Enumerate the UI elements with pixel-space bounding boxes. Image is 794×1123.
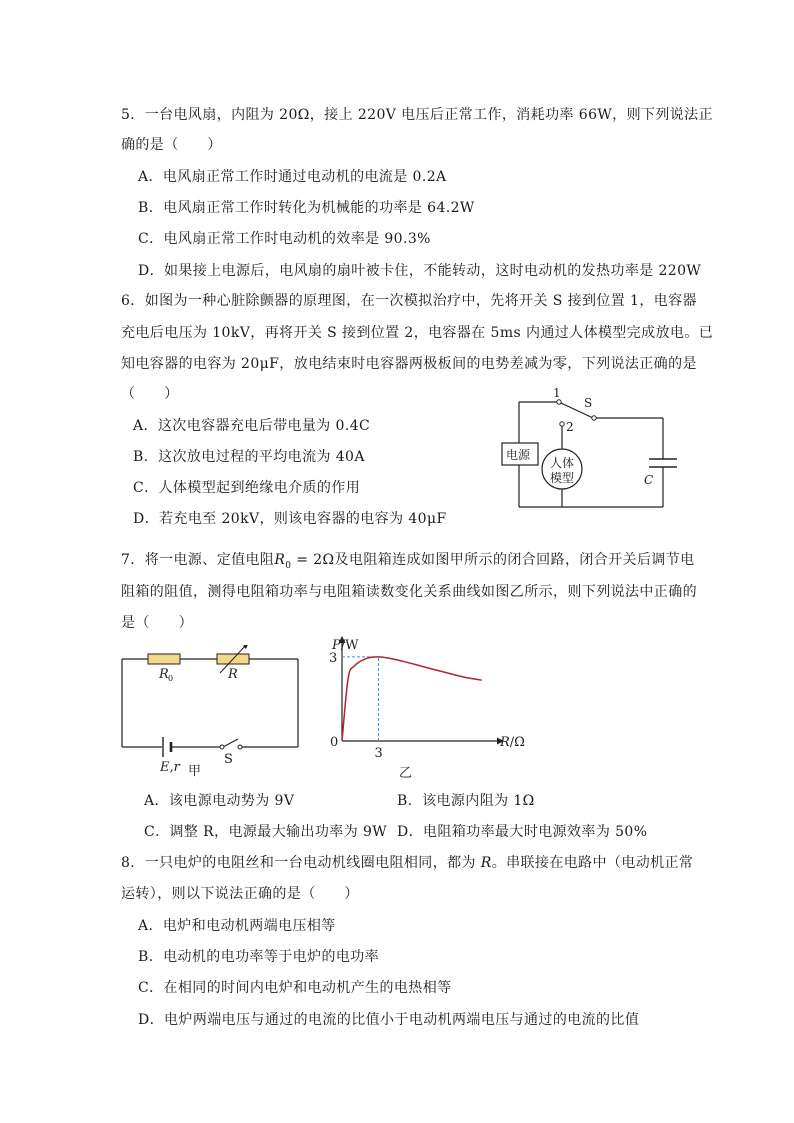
q6-stem-line3: 知电容器的电容为 20μF，放电结束时电容器两极板间的电势差减为零，下列说法正确的是	[121, 356, 697, 372]
q5-stem-line1: 5．一台电风扇，内阻为 20Ω，接上 220V 电压后正常工作，消耗功率 66W，则下列说法正	[121, 107, 713, 123]
q7-fig-a-r0-sub: 0	[168, 674, 174, 683]
q7-circuit-figure	[112, 645, 312, 780]
q6-fig-pos1: 1	[553, 386, 561, 400]
q6-fig-body-label-2: 模型	[550, 471, 575, 485]
q6-stem-line4: （ ）	[121, 386, 179, 402]
q6-fig-body-label-1: 人体	[550, 456, 575, 470]
q8-stem-r: R	[480, 855, 492, 871]
q5-option-c: C．电风扇正常工作时电动机的效率是 90.3%	[138, 231, 431, 247]
q7-stem-line3: 是（ ）	[121, 615, 193, 631]
q7-fig-a-r0: R	[159, 667, 169, 682]
q8-option-c: C．在相同的时间内电炉和电动机产生的电热相等	[138, 980, 452, 996]
q7-fig-a-r: R	[228, 667, 238, 682]
q5-option-a: A．电风扇正常工作时通过电动机的电流是 0.2A	[138, 169, 447, 185]
q7-option-a: A．该电源电动势为 9V	[144, 793, 295, 809]
q8-option-d: D．电炉两端电压与通过的电流的比值小于电动机两端电压与通过的电流的比值	[138, 1012, 640, 1028]
q8-option-b: B．电动机的电功率等于电炉的电功率	[138, 949, 380, 965]
q7-stem-r0-sub: 0	[285, 560, 292, 571]
q7-option-d: D．电阻箱功率最大时电源效率为 50%	[397, 824, 648, 840]
q5-stem-line2: 确的是（ ）	[121, 137, 222, 153]
q7-option-c: C．调整 R，电源最大输出功率为 9W	[144, 824, 388, 840]
q6-option-c: C．人体模型起到绝缘电介质的作用	[133, 480, 361, 496]
chart-x-tick-label: 3	[374, 746, 383, 761]
q8-stem-line1	[121, 852, 693, 872]
q6-stem-line2: 充电后电压为 10kV，再将开关 S 接到位置 2，电容器在 5ms 内通过人体模型完成放电。已	[121, 325, 714, 341]
q6-option-d: D．若充电至 20kV，则该电容器的电容为 40μF	[133, 511, 447, 527]
q7-stem-line1-b: = 2Ω及电阻箱连成如图甲所示的闭合回路，闭合开关后调节电	[291, 552, 695, 568]
q5-option-d: D．如果接上电源后，电风扇的扇叶被卡住，不能转动，这时电动机的发热功率是 220W	[138, 263, 702, 279]
chart-y-axis-label: P/W	[332, 638, 359, 653]
q6-option-a: A．这次电容器充电后带电量为 0.4C	[133, 418, 371, 434]
q6-fig-pos2: 2	[566, 420, 574, 434]
chart-caption: 乙	[399, 766, 413, 781]
q6-fig-capacitor: C	[644, 473, 654, 487]
q7-stem-r0: R	[274, 552, 286, 568]
q6-fig-switch: S	[584, 396, 593, 410]
chart-series-line	[342, 657, 482, 741]
q5-option-b: B．电风扇正常工作时转化为机械能的功率是 64.2W	[138, 200, 475, 216]
q7-option-b: B．该电源内阻为 1Ω	[397, 793, 535, 809]
q7-stem-line1	[121, 549, 695, 571]
q6-option-b: B．这次放电过程的平均电流为 40A	[133, 449, 365, 465]
q6-stem-line1: 6．如图为一种心脏除颤器的原理图，在一次模拟治疗中，先将开关 S 接到位置 1，电容器	[121, 293, 697, 309]
q8-option-a: A．电炉和电动机两端电压相等	[138, 918, 336, 934]
q8-stem-line1-b: 。串联接在电路中（电动机正常	[491, 855, 694, 871]
q7-fig-a-switch: S	[224, 752, 233, 767]
q7-stem-line1-a: 7．将一电源、定值电阻	[121, 552, 275, 568]
q6-fig-source-label: 电源	[506, 448, 531, 462]
chart-x-axis-label: R/Ω	[500, 735, 525, 750]
q8-stem-line2: 运转），则以下说法正确的是（ ）	[121, 886, 359, 902]
q8-stem-line1-a: 8．一只电炉的电阻丝和一台电动机线圈电阻相同，都为	[121, 855, 481, 871]
q7-fig-a-caption: 甲	[188, 764, 202, 779]
q6-defibrillator-circuit	[495, 385, 690, 515]
q7-stem-line2: 阻箱的阻值，测得电阻箱功率与电阻箱读数变化关系曲线如图乙所示，则下列说法中正确的	[121, 584, 697, 600]
chart-y-tick-label: 3	[329, 650, 338, 666]
chart-origin-label: 0	[330, 735, 339, 750]
q7-power-chart	[320, 632, 530, 782]
q7-fig-a-er: E,r	[160, 760, 180, 775]
